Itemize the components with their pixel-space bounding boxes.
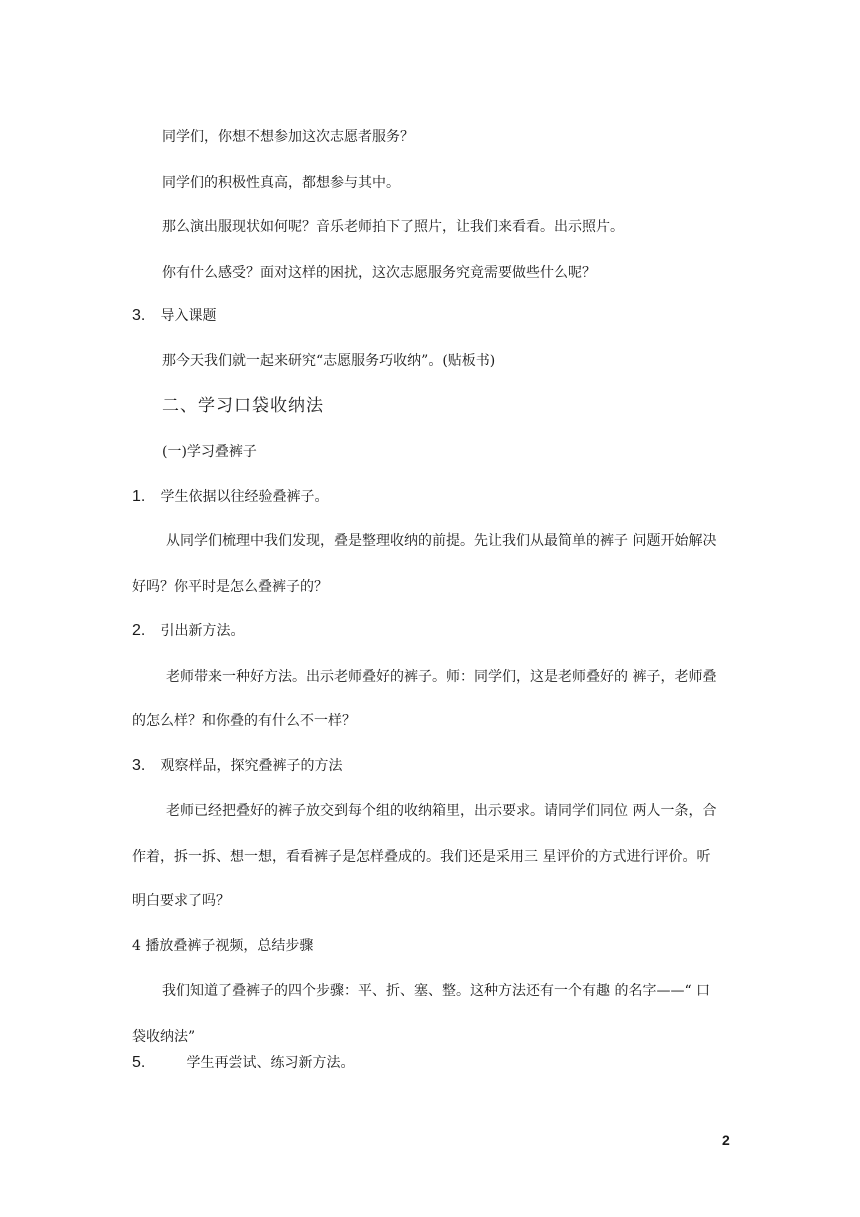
- paragraph-line: 的怎么样？和你叠的有什么不一样？: [132, 713, 356, 729]
- item-number: 1.: [132, 488, 146, 505]
- paragraph: 同学们的积极性真高，都想参与其中。: [162, 175, 400, 191]
- paragraph: 你有什么感受？面对这样的困扰，这次志愿服务究竟需要做些什么呢？: [162, 265, 596, 281]
- paragraph-line: 好吗？你平时是怎么叠裤子的？: [132, 579, 328, 595]
- numbered-item: [132, 1054, 354, 1072]
- paragraph-line: 袋收纳法”: [132, 1029, 196, 1045]
- page-number: 2: [722, 1132, 730, 1148]
- numbered-item: [132, 307, 216, 325]
- numbered-item: [132, 622, 244, 640]
- paragraph-line: 老师带来一种好方法。出示老师叠好的裤子。师：同学们，这是老师叠好的 裤子，老师叠: [166, 669, 717, 685]
- paragraph-line: 明白要求了吗？: [132, 893, 230, 909]
- subsection-heading: (一)学习叠裤子: [162, 444, 257, 460]
- paragraph: 那么演出服现状如何呢？音乐老师拍下了照片，让我们来看看。出示照片。: [162, 219, 624, 235]
- paragraph: 同学们，你想不想参加这次志愿者服务？: [162, 129, 414, 145]
- paragraph-line: 作着，拆一拆、想一想，看看裤子是怎样叠成的。我们还是采用三 星评价的方式进行评价。听: [132, 849, 711, 865]
- paragraph-line: 老师已经把叠好的裤子放交到每个组的收纳箱里，出示要求。请同学们同位 两人一条，合: [166, 803, 717, 819]
- item-number: 2.: [132, 622, 146, 639]
- numbered-item: [132, 488, 328, 506]
- item-text: 导入课题: [160, 308, 217, 324]
- item-text: 引出新方法。: [160, 623, 245, 639]
- item-text: 观察样品，探究叠裤子的方法: [160, 758, 343, 774]
- paragraph-line: 从同学们梳理中我们发现，叠是整理收纳的前提。先让我们从最简单的裤子 问题开始解决: [166, 533, 717, 549]
- item-number: 5.: [132, 1054, 146, 1071]
- item-text: 学生依据以往经验叠裤子。: [160, 489, 329, 505]
- item-text: 学生再尝试、练习新方法。: [186, 1055, 355, 1071]
- item-number: 3.: [132, 757, 146, 774]
- numbered-item: 4 播放叠裤子视频，总结步骤: [132, 938, 314, 954]
- numbered-item: [132, 757, 342, 775]
- section-heading: 二、学习口袋收纳法: [162, 396, 324, 416]
- paragraph-line: 我们知道了叠裤子的四个步骤：平、折、塞、整。这种方法还有一个有趣 的名字——“ 口: [162, 983, 711, 999]
- paragraph: 那今天我们就一起来研究“志愿服务巧收纳”。(贴板书): [162, 353, 496, 369]
- item-number: 3.: [132, 307, 146, 324]
